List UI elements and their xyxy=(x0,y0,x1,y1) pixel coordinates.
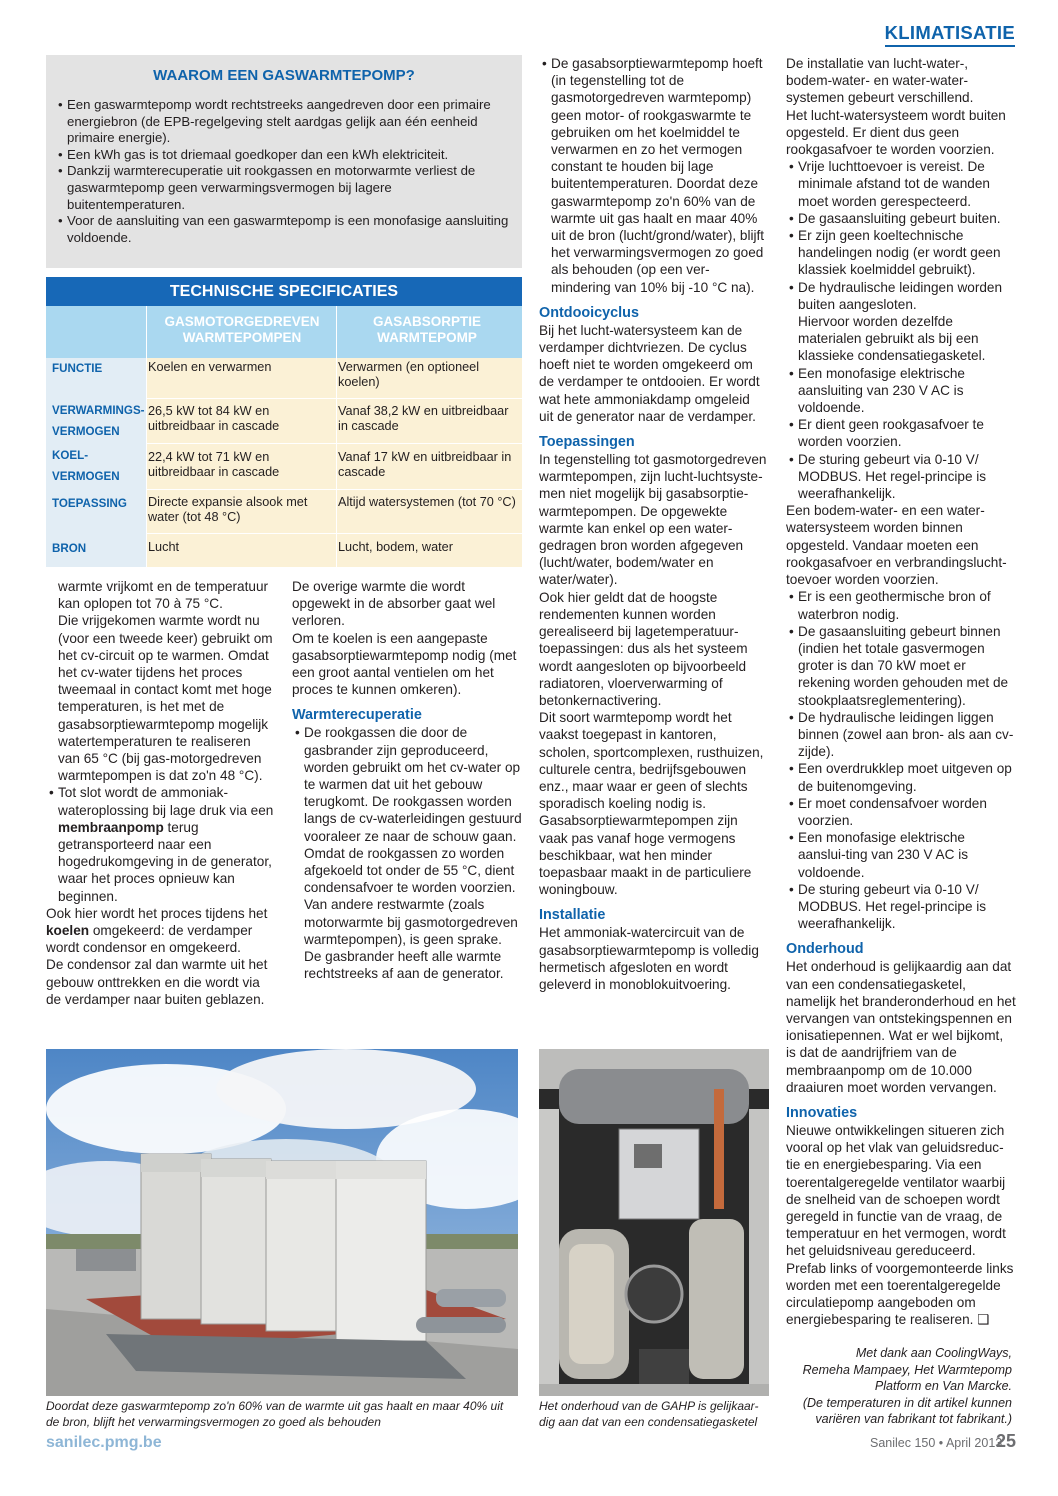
bullet-item: • De sturing gebeurt via 0-10 V/ MODBUS. Het regel-principe is weerafhankelijk. xyxy=(786,881,1016,933)
box-title: WAAROM EEN GASWARMTEPOMP? xyxy=(153,67,415,84)
text: terug getransporteerd naar een hogedrukomgeving in de generator, waar het proces opnieuw kan beginnen. xyxy=(58,819,272,904)
section-heading: Onderhoud xyxy=(786,941,864,958)
bullet-item: • De hydraulische leidingen liggen binnen (zowel aan bron- als aan cv-zijde). xyxy=(786,709,1016,761)
spec-table-title: TECHNISCHE SPECIFICATIES xyxy=(46,277,522,306)
paragraph: Die vrijgekomen warmte wordt nu (voor een tweede keer) gebruikt om het cv-circuit op te warmen. Omdat het cv-water tijdens het proces tweemaal in contact komt met hoge temperaturen, is het met de gasabsorptiewarmtepomp mogelijk watertemperaturen te realiseren van 65 °C (bij gas-motorgedreven warmtepompen is dat zo'n 48 °C). xyxy=(58,613,273,784)
paragraph: De overige warmte die wordt opgewekt in de absorber gaat wel verloren. xyxy=(292,579,496,629)
footer-issue: Sanilec 150 • April 2013 xyxy=(870,1436,1003,1450)
spec-row-label: VERMOGEN xyxy=(52,470,120,483)
paragraph xyxy=(46,905,274,957)
bullet-item: • De gasabsorptiewarmtepomp hoeft (in tegenstelling tot de gasmotorgedreven warmtepomp) geen motor- of rookgaswarmte te gebruiken om het koelmiddel te verwarmen en zo het vermogen constant te houden bij lage buitentemperaturen. Doordat deze gaswarmtepomp zo'n 60% van de warmte uit gas haalt en maar 40% uit de bron (lucht/grond/water), blijft het verwarmingsvermogen zo goed als behouden (op een ver-mindering van 10% bij -10 °C na). xyxy=(539,55,767,296)
divider xyxy=(146,306,147,567)
bullet-item: • Er zijn geen koeltechnische handelingen nodig (er wordt geen klassiek koelmiddel gebruikt). xyxy=(786,227,1016,279)
text: omgekeerd: de verdamper wordt condensor en omgekeerd. xyxy=(46,923,253,956)
divider xyxy=(146,398,522,399)
spec-cell: Lucht, bodem, water xyxy=(338,540,453,554)
bullet-item: • De sturing gebeurt via 0-10 V/ MODBUS. Het regel-principe is weerafhankelijk. xyxy=(786,451,1016,503)
spec-cell: Verwarmen (en optioneel koelen) xyxy=(338,360,480,389)
spec-row-label: VERWARMINGS- xyxy=(52,404,145,417)
bold-term: koelen xyxy=(46,923,90,939)
end-mark-icon: ❑ xyxy=(977,1312,990,1328)
spec-cell: 26,5 kW tot 84 kW en uitbreidbaar in cascade xyxy=(148,404,280,433)
bullet-item: • Vrije luchttoevoer is vereist. De minimale afstand tot de wanden moet worden gerespecteerd. xyxy=(786,158,1016,210)
paragraph: De installatie van lucht-water-, bodem-water- en water-water-systemen gebeurt verschillend. xyxy=(786,56,974,106)
paragraph: De condensor zal dan warmte uit het gebouw onttrekken en die wordt via de verdamper naar buiten geblazen. xyxy=(46,957,268,1007)
paragraph: In tegenstelling tot gasmotorgedreven warmtepompen, zijn lucht-luchtsyste-men niet mogelijk bij gasabsorptie-warmtepompen. De opgewekte warmte kan enkel op een water-gedragen bron worden afgegeven (lucht/water, bodem/water en water/water). xyxy=(539,452,767,588)
list-item: • Een kWh gas is tot driemaal goedkoper dan een kWh elektriciteit. xyxy=(56,147,511,164)
paragraph: warmte vrijkomt en de temperatuur xyxy=(58,579,269,594)
paragraph: Bij het lucht-watersysteem kan de verdamper dichtvriezen. De cyclus hoeft niet te worden omgekeerd om de verdamper te ontdooien. Er wordt wat hete ammoniakdamp omgeleid uit de generator naar de verdamper. xyxy=(539,322,760,424)
spec-col2-header: GASABSORPTIE WARMTEPOMP xyxy=(372,314,481,345)
paragraph xyxy=(786,1260,1016,1329)
paragraph: Omdat de rookgassen zo worden afgekoeld tot onder de 55 °C, dient condensafvoer te worden voorzien. xyxy=(304,845,516,896)
bullet-item: • De gasaansluiting gebeurt binnen (indien het totale gasvermogen groter is dan 70 kW moet er rekening worden gehouden met de stookplaatsreglementering). xyxy=(786,623,1016,709)
paragraph: Hiervoor worden dezelfde materialen gebruikt als bij een klassieke condensatiegasketel. xyxy=(798,314,986,364)
section-heading: Installatie xyxy=(539,907,606,924)
list-item: • Een gaswarmtepomp wordt rechtstreeks aangedreven door een primaire energiebron (de EPB-regelgeving stelt aardgas gelijk aan één eenheid primaire energie). xyxy=(56,97,511,147)
bullet-item: • Een monofasige elektrische aansluiting van 230 V AC is voldoende. xyxy=(786,365,1016,417)
bullet-item: • Er dient geen rookgasafvoer te worden voorzien. xyxy=(786,416,1016,450)
text: Tot slot wordt de ammoniak-wateroplossing bij lage druk via een xyxy=(58,785,274,818)
bullet-item: • Een monofasige elektrische aanslui-ting van 230 V AC is voldoende. xyxy=(786,829,1016,881)
credits-line: Met dank aan CoolingWays, xyxy=(855,1346,1012,1360)
text: Prefab links of voorgemonteerde links worden met een toerentalgeregelde circulatiepomp aangeboden om energiebesparing te realiseren. xyxy=(786,1260,1014,1328)
paragraph: Om te koelen is een aangepaste gasabsorptiewarmtepomp nodig (met een groot aantal ventielen om het proces te kunnen omkeren). xyxy=(292,630,517,698)
divider xyxy=(146,443,522,444)
credits-line: (De temperaturen in dit artikel kunnen xyxy=(802,1395,1012,1410)
paragraph: Een bodem-water- en een water-watersysteem worden binnen opgesteld. Vandaar moeten een rookgasafvoer en verbrandingslucht-toevoer worden voorzien. xyxy=(786,503,1007,588)
spec-row-label: KOEL- xyxy=(52,449,89,462)
bullet-item: • Er moet condensafvoer worden voorzien. xyxy=(786,795,1016,829)
spec-cell: 22,4 kW tot 71 kW en uitbreidbaar in cascade xyxy=(148,450,280,479)
list-item: • Dankzij warmterecuperatie uit rookgassen en motorwarmte verliest de gaswarmtepomp geen verwarmingsvermogen bij lagere buitentemperaturen. xyxy=(56,163,511,213)
bullet-item: • Een overdrukklep moet uitgeven op de buitenomgeving. xyxy=(786,760,1016,794)
spec-cell: Lucht xyxy=(148,540,180,554)
spec-row-label: TOEPASSING xyxy=(52,497,127,510)
credits xyxy=(780,1345,1012,1428)
rooftop-heat-pumps-photo xyxy=(46,1049,518,1396)
paragraph: Het ammoniak-watercircuit van de gasabsorptiewarmtepomp is volledig hermetisch afgesloten en wordt geleverd in monoblokuitvoering. xyxy=(539,925,759,992)
list-item: • Voor de aansluiting van een gaswarmtepomp is een monofasige aansluiting voldoende. xyxy=(56,213,511,246)
spec-cell: Vanaf 17 kW en uitbreidbaar in cascade xyxy=(338,450,512,479)
page-number: 25 xyxy=(996,1431,1017,1451)
paragraph: Van andere restwarmte (zoals motorwarmte bij gasmotorgedreven warmtepompen), is geen sprake. De gasbrander heeft alle warmte rechtstreeks af aan de generator. xyxy=(304,897,518,982)
article-column-a xyxy=(46,578,274,1008)
credits-line: variëren van fabrikant tot fabrikant.) xyxy=(815,1412,1012,1426)
section-heading: Toepassingen xyxy=(539,434,635,451)
why-gas-heat-pump-box xyxy=(46,55,522,268)
article-column-d xyxy=(786,55,1016,1328)
spec-cell: Directe expansie alsook met water (tot 48 °C) xyxy=(148,495,308,524)
section-heading: Ontdooicyclus xyxy=(539,304,639,321)
spec-row-label: VERMOGEN xyxy=(52,425,120,438)
paragraph: Dit soort warmtepomp wordt het vaakst toegepast in kantoren, scholen, sportcomplexen, rusthuizen, culturele centra, bedrijfsgebouwen enz., maar waar er geen of slechts sporadisch koeling nodig is. xyxy=(539,710,764,812)
paragraph: Ook hier geldt dat de hoogste rendementen kunnen worden gerealiseerd bij lagetemperatuur-toepassingen: dus als het systeem wordt aangesloten op bijvoorbeeld radiatoren, vloerverwarming of betonkernactivering. xyxy=(539,589,748,708)
spec-table xyxy=(46,277,522,567)
section-heading: Warmterecuperatie xyxy=(292,707,422,724)
spec-cell: Koelen en verwarmen xyxy=(148,360,272,374)
photo2-caption: Het onderhoud van de GAHP is gelijkaar-dig aan dat van een condensatiegasketel xyxy=(539,1399,759,1429)
text: Ook hier wordt het proces tijdens het xyxy=(46,905,268,921)
spec-cell: Altijd watersystemen (tot 70 °C) xyxy=(338,495,516,509)
photo1-caption: Doordat deze gaswarmtepomp zo'n 60% van de warmte uit gas haalt en maar 40% uit de bron, blijft het verwarmingsvermogen zo goed als behouden xyxy=(46,1399,504,1429)
divider xyxy=(146,489,522,490)
bullet-item: • Er is een geothermische bron of waterbron nodig. xyxy=(786,588,1016,622)
section-heading: Innovaties xyxy=(786,1104,858,1121)
spec-row-label: BRON xyxy=(52,542,87,555)
spec-cell: Vanaf 38,2 kW en uitbreidbaar in cascade xyxy=(338,404,509,433)
bullet-item: • De rookgassen die door de gasbrander zijn geproduceerd, worden gebruikt om het cv-water op te warmen dat uit het gebouw terugkomt. De rookgassen worden langs de cv-waterleidingen gestuurd vooraleer ze naar de schouw gaan. xyxy=(292,724,522,844)
paragraph: Gasabsorptiewarmtepompen zijn vaak pas vanaf hoge vermogens beschikbaar, wat hen minder toepasbaar maakt in de particuliere woningbouw. xyxy=(539,813,752,898)
bold-term: membraanpomp xyxy=(58,819,164,835)
divider xyxy=(336,306,337,567)
bullet-item: • De gasaansluiting gebeurt buiten. xyxy=(786,210,1016,227)
spec-row-label: FUNCTIE xyxy=(52,362,103,375)
credits-line: Remeha Mampaey, Het Warmtepomp xyxy=(802,1362,1012,1377)
footer-site: sanilec.pmg.be xyxy=(46,1434,162,1451)
paragraph: kan oplopen tot 70 à 75 °C. xyxy=(58,596,223,612)
paragraph: Het lucht-watersysteem wordt buiten opgesteld. Er dient dus geen rookgasafvoer te worden voorzien. xyxy=(786,107,1006,158)
paragraph: Nieuwe ontwikkelingen situeren zich vooral op het vlak van geluidsreduc-tie en energiebesparing. Via een toerentalgeregelde ventilator waarbij de snelheid van de schoepen wordt geregeld in functie van de vraag, de temperatuur en het vermogen, wordt het geluidsniveau gereduceerd. xyxy=(786,1122,1006,1259)
spec-col1-header: GASMOTORGEDREVEN WARMTEPOMPEN xyxy=(164,314,320,345)
section-tag: KLIMATISATIE xyxy=(885,22,1015,47)
article-column-b xyxy=(292,578,522,982)
bullet-item xyxy=(46,784,274,904)
gahp-interior-photo xyxy=(539,1049,769,1396)
divider xyxy=(146,533,522,534)
article-column-c xyxy=(539,55,767,993)
paragraph: Het onderhoud is gelijkaardig aan dat van een condensatiegasketel, namelijk het branderonderhoud en het vervangen van ontstekingspennen en ionisatiepennen. Wat er wel bijkomt, is dat de aandrijfriem van de membraanpomp om de 10.000 draaiuren moet worden vervangen. xyxy=(786,959,1016,1095)
bullet-item: • De hydraulische leidingen worden buiten aangesloten. xyxy=(786,279,1016,313)
box-list xyxy=(56,97,511,246)
credits-line: Platform en Van Marcke. xyxy=(874,1379,1012,1393)
